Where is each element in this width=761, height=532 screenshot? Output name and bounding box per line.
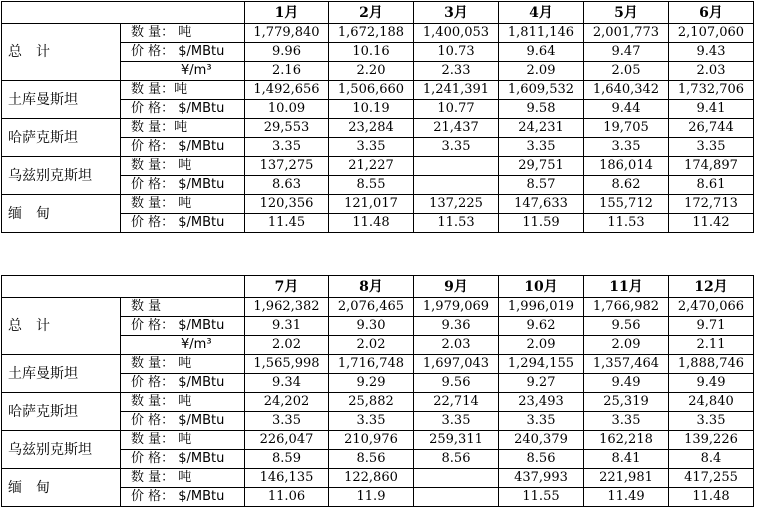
value-cell: 1,996,019 [499, 298, 584, 317]
metric-label: 数 量： 吨 [121, 24, 245, 43]
metric-label: 价 格： $/MBtu [121, 100, 245, 119]
value-cell: 437,993 [499, 469, 584, 488]
value-cell: 29,751 [499, 157, 584, 176]
value-cell: 226,047 [245, 431, 329, 450]
metric-label: 数 量： 吨 [121, 431, 245, 450]
value-cell: 2,107,060 [669, 24, 754, 43]
value-cell: 3.35 [414, 412, 499, 431]
value-cell: 2,001,773 [584, 24, 669, 43]
metric-label: 数 量： 吨 [121, 355, 245, 374]
value-cell: 24,840 [669, 393, 754, 412]
value-cell: 3.35 [584, 138, 669, 157]
value-cell: 240,379 [499, 431, 584, 450]
value-cell: 1,672,188 [329, 24, 414, 43]
value-cell: 11.55 [499, 488, 584, 507]
value-cell: 9.64 [499, 43, 584, 62]
value-cell: 3.35 [245, 412, 329, 431]
month-header: 12月 [669, 276, 754, 298]
value-cell: 1,779,840 [245, 24, 329, 43]
value-cell: 121,017 [329, 195, 414, 214]
value-cell: 2.33 [414, 62, 499, 81]
value-cell: 21,437 [414, 119, 499, 138]
country-name: 乌兹别克斯坦 [2, 431, 121, 469]
value-cell: 3.35 [499, 412, 584, 431]
value-cell: 9.44 [584, 100, 669, 119]
value-cell: 9.29 [329, 374, 414, 393]
value-cell: 11.06 [245, 488, 329, 507]
monthly-table-jan-jun [1, 1, 754, 233]
value-cell: 11.53 [584, 214, 669, 233]
value-cell: 1,357,464 [584, 355, 669, 374]
value-cell: 3.35 [329, 138, 414, 157]
value-cell: 9.47 [584, 43, 669, 62]
country-name: 哈萨克斯坦 [2, 119, 121, 157]
metric-label: ¥/m³ [121, 336, 245, 355]
value-cell: 11.45 [245, 214, 329, 233]
metric-label: 价 格： $/MBtu [121, 138, 245, 157]
month-header: 11月 [584, 276, 669, 298]
value-cell: 9.56 [584, 317, 669, 336]
value-cell: 3.35 [329, 412, 414, 431]
value-cell: 3.35 [499, 138, 584, 157]
value-cell: 162,218 [584, 431, 669, 450]
value-cell: 10.77 [414, 100, 499, 119]
metric-label: 价 格： $/MBtu [121, 43, 245, 62]
value-cell: 21,227 [329, 157, 414, 176]
country-name: 总 计 [2, 24, 121, 81]
metric-label: 数 量 [121, 298, 245, 317]
value-cell: 137,275 [245, 157, 329, 176]
value-cell: 2.02 [245, 336, 329, 355]
value-cell: 8.59 [245, 450, 329, 469]
value-cell: 11.53 [414, 214, 499, 233]
value-cell: 10.73 [414, 43, 499, 62]
value-cell [414, 176, 499, 195]
value-cell: 8.41 [584, 450, 669, 469]
value-cell: 1,888,746 [669, 355, 754, 374]
month-header: 6月 [669, 2, 754, 24]
country-name: 乌兹别克斯坦 [2, 157, 121, 195]
value-cell: 11.48 [669, 488, 754, 507]
value-cell: 1,697,043 [414, 355, 499, 374]
value-cell: 9.43 [669, 43, 754, 62]
value-cell: 2,470,066 [669, 298, 754, 317]
value-cell: 2,076,465 [329, 298, 414, 317]
value-cell: 1,811,146 [499, 24, 584, 43]
value-cell: 3.35 [245, 138, 329, 157]
value-cell: 1,241,391 [414, 81, 499, 100]
value-cell: 23,284 [329, 119, 414, 138]
value-cell [414, 157, 499, 176]
value-cell: 8.57 [499, 176, 584, 195]
table-row [2, 298, 754, 317]
metric-label: 数 量：吨 [121, 81, 245, 100]
table-row [2, 81, 754, 100]
value-cell: 9.34 [245, 374, 329, 393]
month-header: 2月 [329, 2, 414, 24]
value-cell: 2.09 [499, 62, 584, 81]
value-cell: 120,356 [245, 195, 329, 214]
month-header: 9月 [414, 276, 499, 298]
table-row [2, 157, 754, 176]
value-cell: 23,493 [499, 393, 584, 412]
value-cell: 3.35 [669, 138, 754, 157]
table-row [2, 431, 754, 450]
value-cell: 24,231 [499, 119, 584, 138]
metric-label: ¥/m³ [121, 62, 245, 81]
metric-label: 价 格： $/MBtu [121, 176, 245, 195]
value-cell [414, 488, 499, 507]
value-cell: 139,226 [669, 431, 754, 450]
country-name: 总 计 [2, 298, 121, 355]
value-cell: 2.16 [245, 62, 329, 81]
metric-label: 价 格： $/MBtu [121, 488, 245, 507]
metric-label: 价 格： $/MBtu [121, 412, 245, 431]
table-row [2, 469, 754, 488]
table-row [2, 355, 754, 374]
header-blank-cell [2, 2, 245, 24]
value-cell: 1,732,706 [669, 81, 754, 100]
value-cell: 22,714 [414, 393, 499, 412]
value-cell: 1,565,998 [245, 355, 329, 374]
value-cell: 2.20 [329, 62, 414, 81]
country-name: 哈萨克斯坦 [2, 393, 121, 431]
value-cell: 10.19 [329, 100, 414, 119]
value-cell: 221,981 [584, 469, 669, 488]
value-cell: 9.41 [669, 100, 754, 119]
value-cell: 11.9 [329, 488, 414, 507]
metric-label: 数 量： 吨 [121, 157, 245, 176]
value-cell: 25,319 [584, 393, 669, 412]
value-cell: 8.4 [669, 450, 754, 469]
value-cell: 9.27 [499, 374, 584, 393]
value-cell: 8.56 [499, 450, 584, 469]
metric-label: 数 量：吨 [121, 119, 245, 138]
month-header: 8月 [329, 276, 414, 298]
value-cell: 11.49 [584, 488, 669, 507]
value-cell: 2.09 [584, 336, 669, 355]
value-cell: 1,294,155 [499, 355, 584, 374]
value-cell: 259,311 [414, 431, 499, 450]
table-row [2, 195, 754, 214]
value-cell: 2.11 [669, 336, 754, 355]
table-body [2, 276, 754, 507]
value-cell: 29,553 [245, 119, 329, 138]
value-cell: 137,225 [414, 195, 499, 214]
value-cell: 1,609,532 [499, 81, 584, 100]
value-cell: 186,014 [584, 157, 669, 176]
value-cell: 9.62 [499, 317, 584, 336]
value-cell [414, 469, 499, 488]
metric-label: 价 格： $/MBtu [121, 450, 245, 469]
value-cell: 1,716,748 [329, 355, 414, 374]
value-cell: 8.62 [584, 176, 669, 195]
value-cell: 11.42 [669, 214, 754, 233]
month-header: 4月 [499, 2, 584, 24]
value-cell: 1,400,053 [414, 24, 499, 43]
metric-label: 数 量： 吨 [121, 195, 245, 214]
country-name: 缅 甸 [2, 195, 121, 233]
value-cell: 8.63 [245, 176, 329, 195]
value-cell: 3.35 [669, 412, 754, 431]
value-cell: 1,492,656 [245, 81, 329, 100]
value-cell: 26,744 [669, 119, 754, 138]
value-cell: 8.61 [669, 176, 754, 195]
value-cell: 8.55 [329, 176, 414, 195]
value-cell: 1,640,342 [584, 81, 669, 100]
value-cell: 11.59 [499, 214, 584, 233]
header-blank-cell [2, 276, 245, 298]
value-cell: 122,860 [329, 469, 414, 488]
value-cell: 2.05 [584, 62, 669, 81]
header-row [2, 2, 754, 24]
value-cell: 24,202 [245, 393, 329, 412]
value-cell: 8.56 [414, 450, 499, 469]
metric-label: 价 格： $/MBtu [121, 374, 245, 393]
value-cell: 174,897 [669, 157, 754, 176]
metric-label: 价 格： $/MBtu [121, 214, 245, 233]
value-cell: 8.56 [329, 450, 414, 469]
monthly-table-jul-dec [1, 275, 754, 507]
value-cell: 1,766,982 [584, 298, 669, 317]
value-cell: 9.71 [669, 317, 754, 336]
value-cell: 417,255 [669, 469, 754, 488]
value-cell: 210,976 [329, 431, 414, 450]
value-cell: 1,506,660 [329, 81, 414, 100]
value-cell: 1,979,069 [414, 298, 499, 317]
value-cell: 2.03 [414, 336, 499, 355]
value-cell: 9.30 [329, 317, 414, 336]
value-cell: 9.56 [414, 374, 499, 393]
value-cell: 3.35 [414, 138, 499, 157]
value-cell: 2.02 [329, 336, 414, 355]
value-cell: 19,705 [584, 119, 669, 138]
value-cell: 1,962,382 [245, 298, 329, 317]
month-header: 1月 [245, 2, 329, 24]
value-cell: 3.35 [584, 412, 669, 431]
value-cell: 2.03 [669, 62, 754, 81]
metric-label: 数 量： 吨 [121, 469, 245, 488]
country-name: 缅 甸 [2, 469, 121, 507]
value-cell: 9.31 [245, 317, 329, 336]
table-row [2, 119, 754, 138]
header-row [2, 276, 754, 298]
value-cell: 9.36 [414, 317, 499, 336]
value-cell: 9.49 [669, 374, 754, 393]
table-row [2, 24, 754, 43]
value-cell: 147,633 [499, 195, 584, 214]
month-header: 10月 [499, 276, 584, 298]
value-cell: 155,712 [584, 195, 669, 214]
value-cell: 172,713 [669, 195, 754, 214]
table-row [2, 393, 754, 412]
country-name: 土库曼斯坦 [2, 355, 121, 393]
month-header: 5月 [584, 2, 669, 24]
month-header: 7月 [245, 276, 329, 298]
value-cell: 10.09 [245, 100, 329, 119]
value-cell: 146,135 [245, 469, 329, 488]
value-cell: 25,882 [329, 393, 414, 412]
value-cell: 2.09 [499, 336, 584, 355]
month-header: 3月 [414, 2, 499, 24]
country-name: 土库曼斯坦 [2, 81, 121, 119]
value-cell: 10.16 [329, 43, 414, 62]
value-cell: 9.49 [584, 374, 669, 393]
metric-label: 数 量： 吨 [121, 393, 245, 412]
value-cell: 9.96 [245, 43, 329, 62]
metric-label: 价 格： $/MBtu [121, 317, 245, 336]
table-body [2, 2, 754, 233]
value-cell: 11.48 [329, 214, 414, 233]
value-cell: 9.58 [499, 100, 584, 119]
